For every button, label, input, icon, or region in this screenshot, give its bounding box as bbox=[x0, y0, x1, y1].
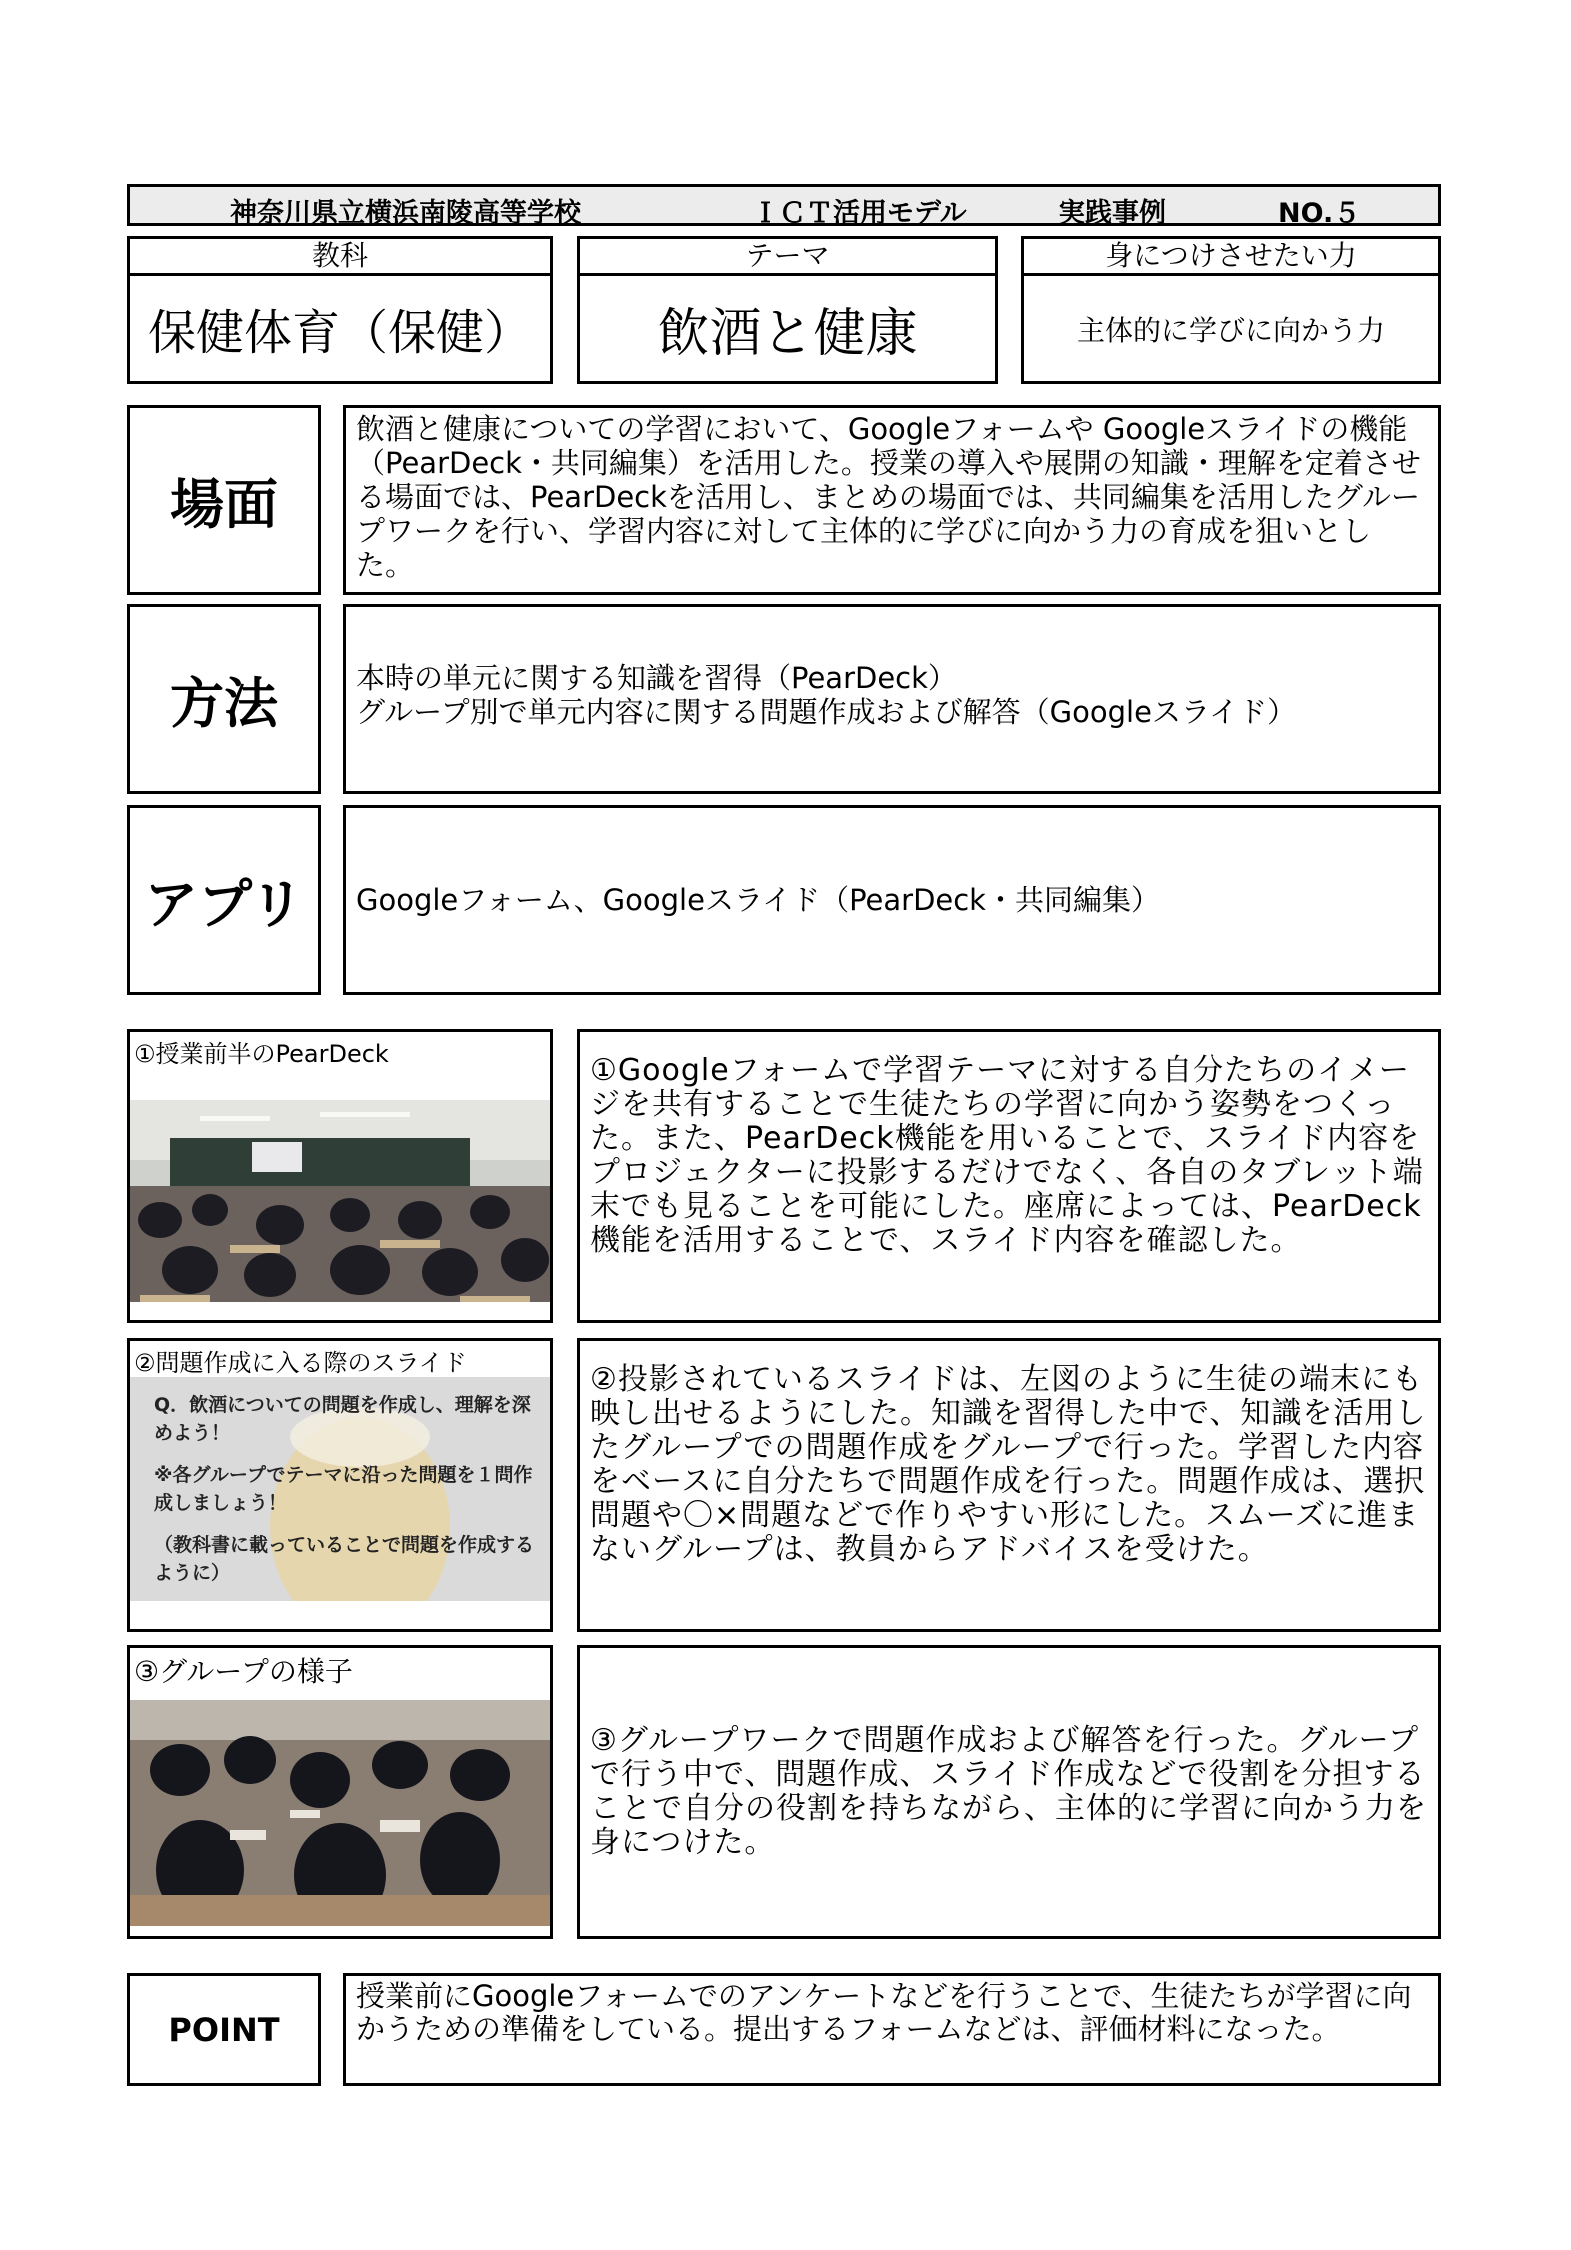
example-2-caption: ②問題作成に入る際のスライド bbox=[134, 1349, 467, 1377]
theme-label-box bbox=[577, 236, 998, 276]
school-name: 神奈川県立横浜南陵高等学校 bbox=[230, 198, 581, 229]
group-photo-svg bbox=[130, 1700, 550, 1926]
classroom-photo-svg bbox=[130, 1100, 550, 1302]
point-label: POINT bbox=[127, 1973, 321, 2086]
slide-line-2: ※各グループでテーマに沿った問題を１問作成しましょう！ bbox=[154, 1464, 533, 1514]
skill-label-box bbox=[1021, 236, 1441, 276]
case-type: 実践事例 bbox=[1058, 198, 1166, 229]
example-2-text: ②投影されているスライドは、左図のように生徒の端末にも映し出せるようにした。知識を習得した中で、知識を活用したグループでの問題作成をグループで行った。学習した内容をベースに自分たちで問題作成を行った。問題作成は、選択問題や〇×問題などで作りやすい形にした。スムーズに進まないグループは、教員からアドバイスを受けた。 bbox=[577, 1338, 1441, 1632]
example-3-caption: ③グループの様子 bbox=[134, 1655, 353, 1688]
classroom-photo bbox=[130, 1100, 550, 1302]
method-box bbox=[343, 604, 1441, 794]
method-label: 方法 bbox=[127, 604, 321, 794]
point-text: 授業前にGoogleフォームでのアンケートなどを行うことで、生徒たちが学習に向かうための準備をしている。提出するフォームなどは、評価材料になった。 bbox=[343, 1973, 1441, 2086]
skill-value: 主体的に学びに向かう力 bbox=[1021, 273, 1441, 384]
example-3-text: ③グループワークで問題作成および解答を行った。グループで行う中で、問題作成、スライド作成などで役割を分担することで自分の役割を持ちながら、主体的に学習に向かう力を身につけた。 bbox=[577, 1645, 1441, 1939]
method-line-1: 本時の単元に関する知識を習得（PearDeck） bbox=[356, 661, 957, 695]
subject-label: 教科 bbox=[311, 239, 368, 272]
slide-image bbox=[130, 1377, 550, 1601]
subject-value: 保健体育（保健） bbox=[127, 273, 553, 384]
scene-label: 場面 bbox=[127, 405, 321, 595]
model-label: ＩＣＴ活用モデル bbox=[752, 198, 967, 229]
theme-label: テーマ bbox=[745, 239, 830, 272]
slide-line-3: （教科書に載っていることで問題を作成するように） bbox=[154, 1534, 535, 1584]
app-text: Googleフォーム、Googleスライド（PearDeck・共同編集） bbox=[343, 805, 1441, 995]
skill-label: 身につけさせたい力 bbox=[1105, 239, 1357, 272]
example-1-image-box bbox=[127, 1029, 553, 1323]
app-label: アプリ bbox=[127, 805, 321, 995]
method-line-2: グループ別で単元内容に関する問題作成および解答（Googleスライド） bbox=[356, 695, 1297, 729]
slide-content bbox=[154, 1391, 536, 1601]
example-2-image-box bbox=[127, 1338, 553, 1632]
slide-line-1: Q．飲酒についての問題を作成し、理解を深めよう！ bbox=[154, 1394, 531, 1444]
header-bar bbox=[127, 184, 1441, 229]
example-1-caption: ①授業前半のPearDeck bbox=[134, 1040, 389, 1068]
group-photo bbox=[130, 1700, 550, 1926]
theme-value: 飲酒と健康 bbox=[577, 273, 998, 384]
example-1-text: ①Googleフォームで学習テーマに対する自分たちのイメージを共有することで生徒たちの学習に向かう姿勢をつくった。また、PearDeck機能を用いることで、スライド内容をプロジェクターに投影するだけでなく、各自のタブレット端末でも見ることを可能にした。座席によっては、PearDeck機能を活用することで、スライド内容を確認した。 bbox=[577, 1029, 1441, 1323]
subject-label-box bbox=[127, 236, 553, 276]
case-number: NO.５ bbox=[1278, 198, 1361, 229]
scene-text: 飲酒と健康についての学習において、Googleフォームや Googleスライドの機能（PearDeck・共同編集）を活用した。授業の導入や展開の知識・理解を定着させる場面では、PearDeckを活用し、まとめの場面では、共同編集を活用したグループワークを行い、学習内容に対して主体的に学びに向かう力の育成を狙いとした。 bbox=[343, 405, 1441, 595]
example-3-image-box bbox=[127, 1645, 553, 1939]
